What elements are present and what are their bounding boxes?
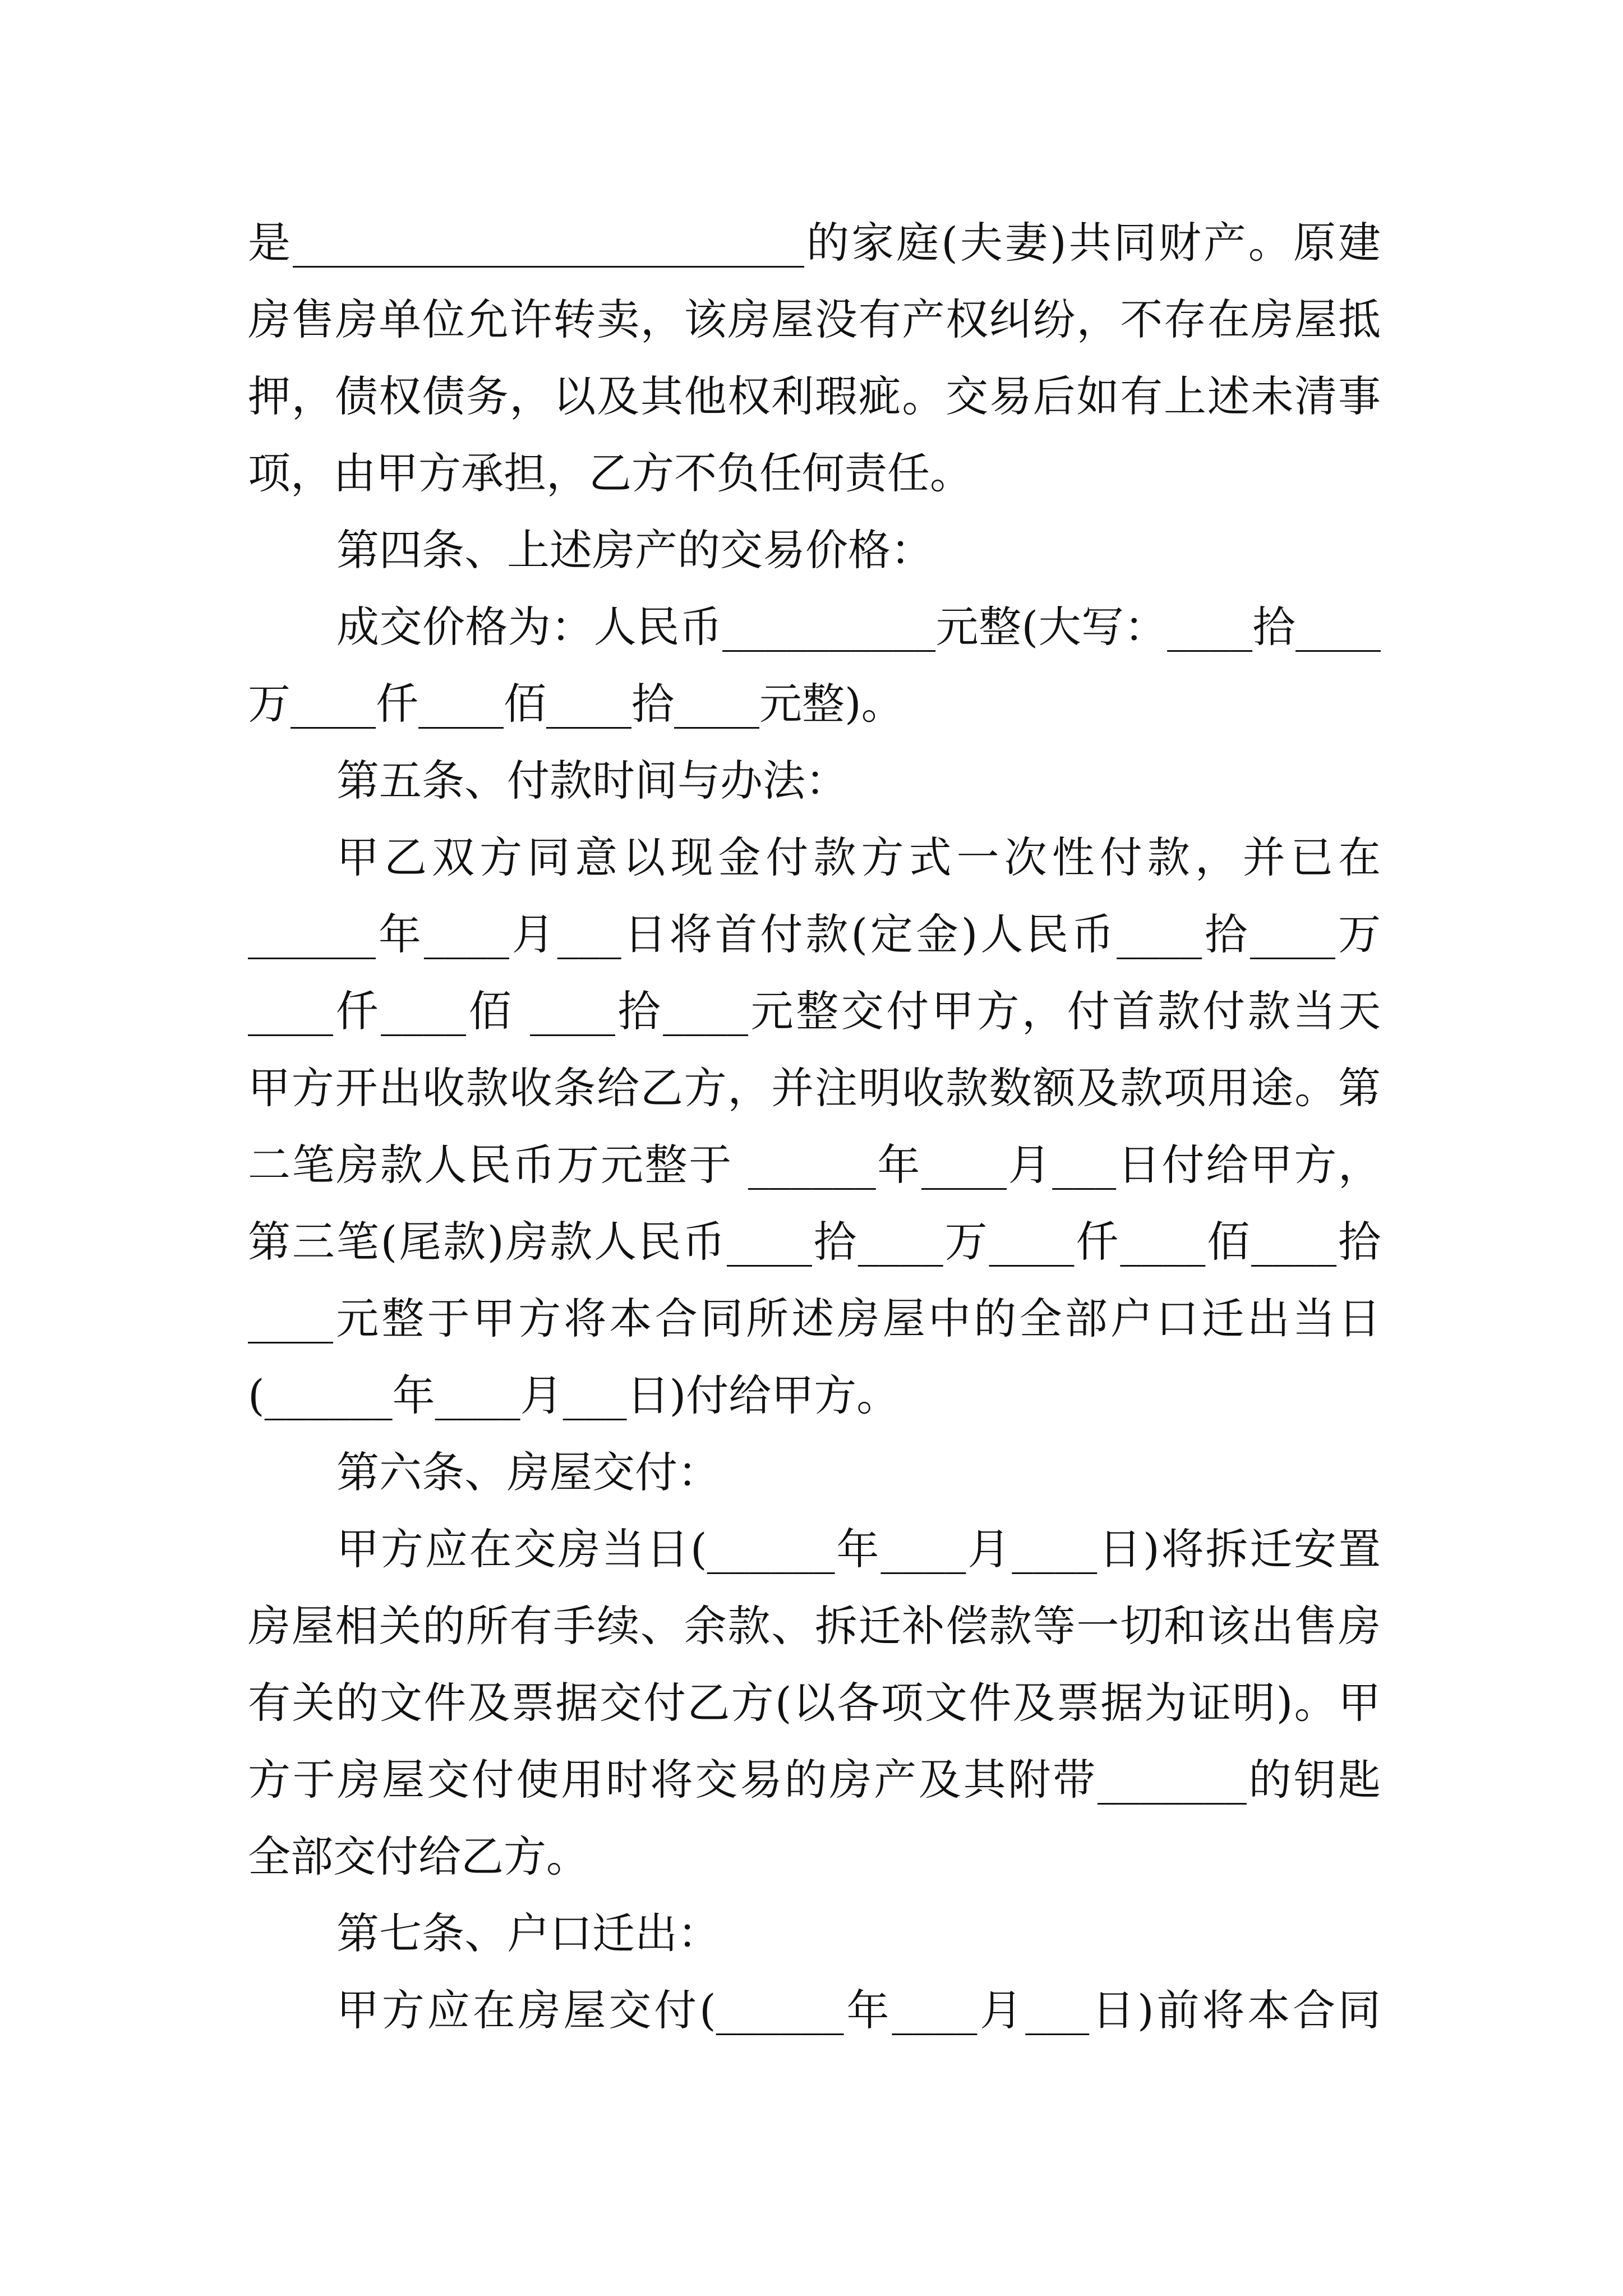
text-line: 第三笔(尾款)房款人民币____拾____万____仟____佰____拾 [248,1217,1381,1267]
text-line: 甲乙双方同意以现金付款方式一次性付款，并已在 [336,832,1381,882]
section-heading: 第四条、上述房产的交易价格： [336,525,933,575]
text-line: 有关的文件及票据交付乙方(以各项文件及票据为证明)。甲 [248,1678,1381,1728]
text-line: 二笔房款人民币万元整于 ______年____月___日付给甲方， [248,1140,1381,1190]
text-line: 甲方应在交房当日(______年____月____日)将拆迁安置 [336,1524,1381,1574]
text-line: 万____仟____佰____拾____元整)。 [248,679,904,729]
section-heading: 第七条、户口迁出： [336,1908,720,1958]
text-line: 项，由甲方承担，乙方不负任何责任。 [248,448,972,498]
text-line: 甲方开出收款收条给乙方，并注明收款数额及款项用途。第 [248,1063,1381,1113]
text-line: 房屋相关的所有手续、余款、拆迁补偿款等一切和该出售房 [248,1601,1381,1651]
text-line: 押，债权债务，以及其他权利瑕疵。交易后如有上述未清事 [248,371,1381,421]
text-line: 是________________________的家庭(夫妻)共同财产。原建 [248,218,1381,268]
text-line: (______年____月___日)付给甲方。 [248,1370,900,1420]
text-line: ______年____月___日将首付款(定金)人民币____拾____万 [248,909,1381,959]
section-heading: 第六条、房屋交付： [336,1447,720,1497]
section-heading: 第五条、付款时间与办法： [336,756,848,806]
text-line: 全部交付给乙方。 [248,1832,589,1881]
text-line: 甲方应在房屋交付(______年____月___日)前将本合同 [336,1985,1381,2035]
text-line: ____仟____佰 ____拾____元整交付甲方，付首款付款当天 [248,986,1381,1036]
text-line: 成交价格为：人民币__________元整(大写：____拾____ [336,602,1381,652]
text-line: ____元整于甲方将本合同所述房屋中的全部户口迁出当日 [248,1294,1381,1343]
text-line: 方于房屋交付使用时将交易的房产及其附带_______的钥匙 [248,1755,1381,1805]
text-line: 房售房单位允许转卖，该房屋没有产权纠纷，不存在房屋抵 [248,295,1381,344]
